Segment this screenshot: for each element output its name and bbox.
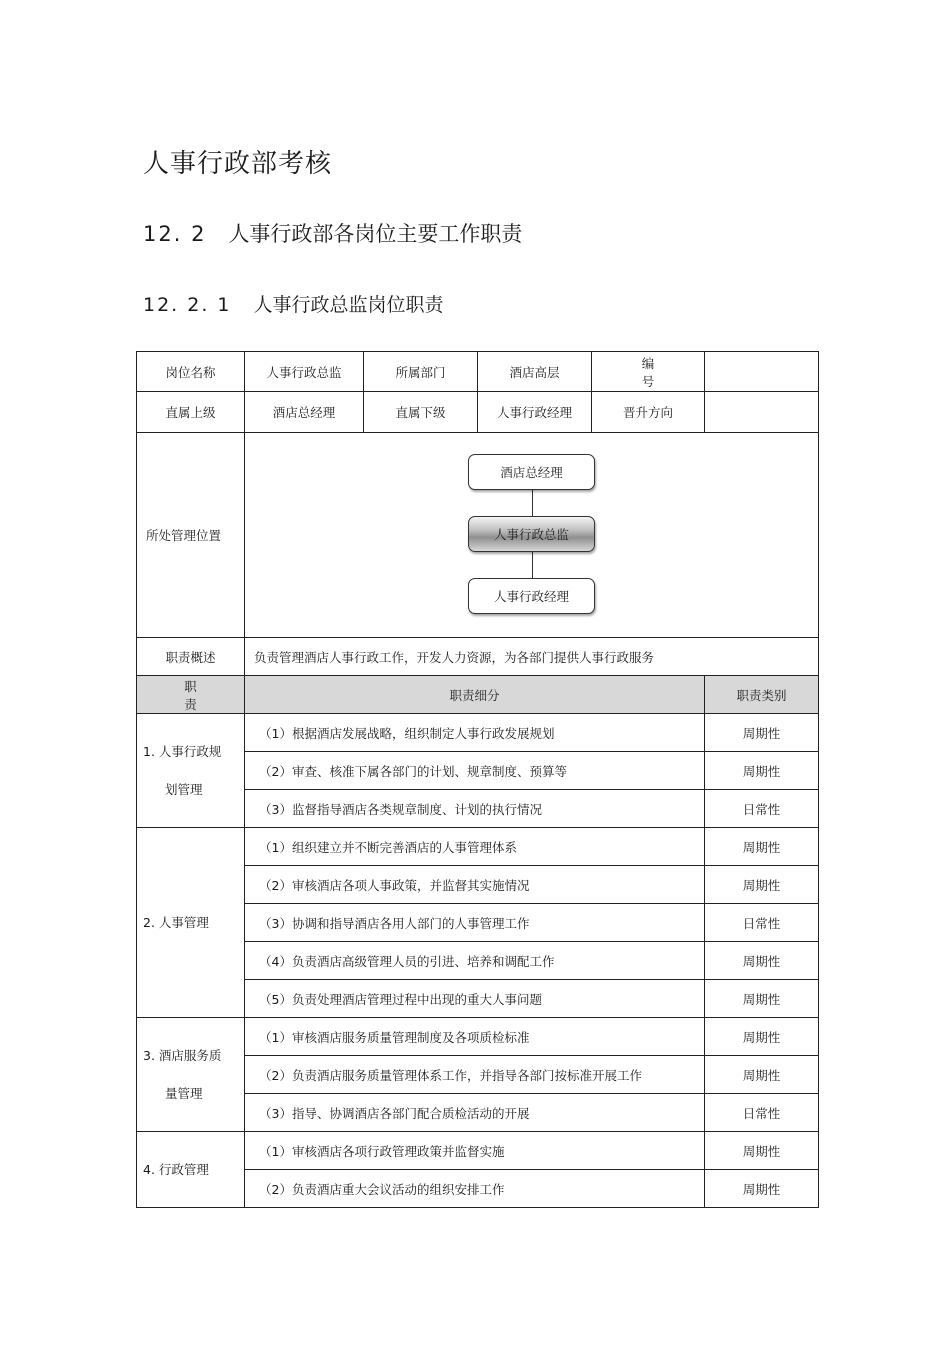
duty-detail: （2）负责酒店重大会议活动的组织安排工作: [245, 1170, 705, 1208]
duty-name-cell: [137, 714, 245, 828]
duty-detail: （1）审核酒店各项行政管理政策并监督实施: [245, 1132, 705, 1170]
duty-name-cell: [137, 1132, 245, 1208]
code-label: 编号: [592, 352, 705, 392]
superior-label: 直属上级: [137, 392, 245, 433]
duty-name-line1: 3. 酒店服务质: [143, 1047, 222, 1063]
duty-row: [137, 714, 819, 752]
detail-header: 职责细分: [245, 676, 705, 714]
duty-category: 周期性: [705, 980, 819, 1018]
duty-detail: （3）指导、协调酒店各部门配合质检活动的开展: [245, 1094, 705, 1132]
duty-detail: （3）监督指导酒店各类规章制度、计划的执行情况: [245, 790, 705, 828]
summary-label: 职责概述: [137, 638, 245, 676]
subsection-number: 12. 2. 1: [143, 294, 232, 316]
duty-detail: （1）根据酒店发展战略，组织制定人事行政发展规划: [245, 714, 705, 752]
duty-row: [137, 1132, 819, 1170]
subordinate-label: 直属下级: [364, 392, 478, 433]
duty-category: 日常性: [705, 904, 819, 942]
section-number: 12. 2: [143, 222, 207, 246]
superior-value: 酒店总经理: [245, 392, 364, 433]
duty-category: 周期性: [705, 714, 819, 752]
subsection-title: 人事行政总监岗位职责: [253, 294, 444, 316]
duty-name-line1: 2. 人事管理: [143, 914, 209, 930]
dept-value: 酒店高层: [478, 352, 592, 392]
subordinate-value: 人事行政经理: [478, 392, 592, 433]
duty-category: 日常性: [705, 1094, 819, 1132]
duty-category: 周期性: [705, 866, 819, 904]
duty-category: 周期性: [705, 1056, 819, 1094]
location-row: [137, 433, 819, 638]
position-name-value: 人事行政总监: [245, 352, 364, 392]
duty-category: 周期性: [705, 942, 819, 980]
promotion-value: [705, 392, 819, 433]
job-description-table: [136, 351, 819, 1208]
duty-name-cell: [137, 828, 245, 1018]
duty-name-line1: 1. 人事行政规: [143, 743, 222, 759]
duty-name-line2: 划管理: [165, 781, 203, 797]
duty-category: 日常性: [705, 790, 819, 828]
duty-detail: （3）协调和指导酒店各用人部门的人事管理工作: [245, 904, 705, 942]
location-label: 所处管理位置: [137, 433, 245, 638]
duty-detail: （2）负责酒店服务质量管理体系工作，并指导各部门按标准开展工作: [245, 1056, 705, 1094]
duty-category: 周期性: [705, 1170, 819, 1208]
duty-detail: （2）审查、核准下属各部门的计划、规章制度、预算等: [245, 752, 705, 790]
duty-detail: （4）负责酒店高级管理人员的引进、培养和调配工作: [245, 942, 705, 980]
duty-row: [137, 828, 819, 866]
duty-category: 周期性: [705, 1018, 819, 1056]
dept-label: 所属部门: [364, 352, 478, 392]
duties-header-row: [137, 676, 819, 714]
duty-name-line2: 量管理: [165, 1085, 203, 1101]
section-heading: [143, 218, 522, 248]
duty-header: 职责: [137, 676, 245, 714]
org-chart-cell: [245, 433, 819, 638]
duty-detail: （1）审核酒店服务质量管理制度及各项质检标准: [245, 1018, 705, 1056]
duty-row: [137, 1018, 819, 1056]
info-row-1: [137, 352, 819, 392]
duty-category: 周期性: [705, 1132, 819, 1170]
category-header: 职责类别: [705, 676, 819, 714]
subsection-heading: [143, 290, 444, 317]
org-chart: [245, 433, 818, 637]
org-box-subordinate: 人事行政经理: [468, 578, 595, 614]
summary-value: 负责管理酒店人事行政工作，开发人力资源，为各部门提供人事行政服务: [245, 638, 819, 676]
duty-detail: （5）负责处理酒店管理过程中出现的重大人事问题: [245, 980, 705, 1018]
duty-category: 周期性: [705, 752, 819, 790]
section-title: 人事行政部各岗位主要工作职责: [228, 222, 523, 246]
org-box-current: 人事行政总监: [468, 516, 595, 552]
org-box-superior: 酒店总经理: [468, 454, 595, 490]
duty-detail: （1）组织建立并不断完善酒店的人事管理体系: [245, 828, 705, 866]
duty-category: 周期性: [705, 828, 819, 866]
duty-name-line1: 4. 行政管理: [143, 1161, 209, 1177]
document-title: 人事行政部考核: [143, 149, 333, 179]
summary-row: [137, 638, 819, 676]
position-name-label: 岗位名称: [137, 352, 245, 392]
promotion-label: 晋升方向: [592, 392, 705, 433]
code-value: [705, 352, 819, 392]
info-row-2: [137, 392, 819, 433]
duty-name-cell: [137, 1018, 245, 1132]
duty-detail: （2）审核酒店各项人事政策，并监督其实施情况: [245, 866, 705, 904]
